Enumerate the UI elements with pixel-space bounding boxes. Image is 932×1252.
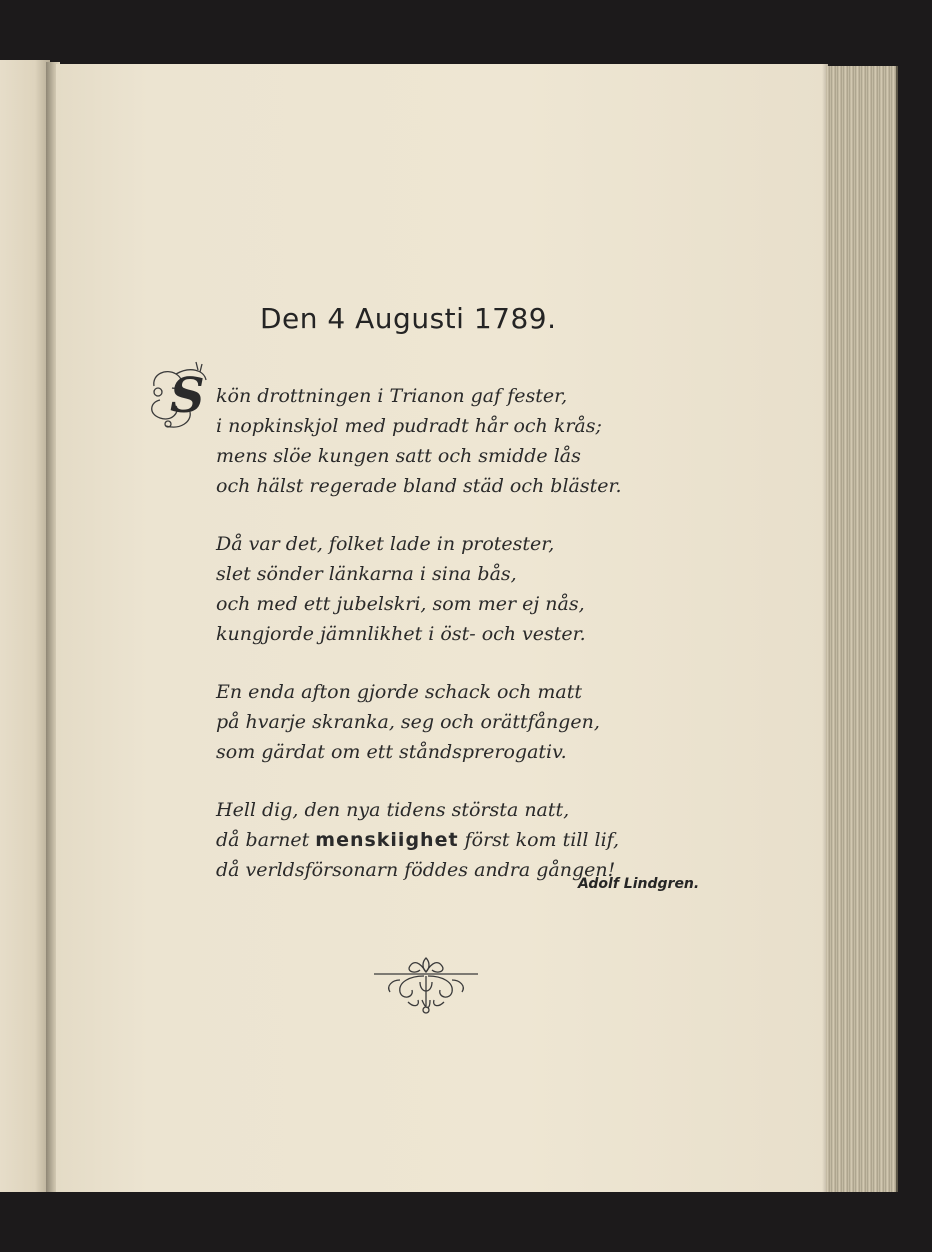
poem-line: och hälst regerade bland städ och bläster. bbox=[216, 475, 622, 497]
author-signature: Adolf Lindgren. bbox=[578, 876, 700, 892]
decorative-initial-s-icon bbox=[146, 356, 214, 436]
poem-line: En enda afton gjorde schack och matt bbox=[216, 681, 583, 703]
poem-line: på hvarje skranka, seg och orättfången, bbox=[216, 711, 600, 733]
poem-line: mens slöe kungen satt och smidde lås bbox=[216, 445, 581, 467]
poem-line: som gärdat om ett ståndsprerogativ. bbox=[216, 741, 567, 763]
left-page-edge bbox=[0, 60, 50, 1192]
poem-line-part: då barnet bbox=[216, 829, 310, 851]
poem-title: Den 4 Augusti 1789. bbox=[260, 302, 557, 335]
poem-line: kungjorde jämnlikhet i öst- och vester. bbox=[216, 623, 586, 645]
svg-text:S: S bbox=[170, 368, 205, 424]
stanza-4 bbox=[216, 795, 622, 885]
poem-line: då verldsförsonarn föddes andra gången! bbox=[216, 859, 616, 881]
poem-line: kön drottningen i Trianon gaf fester, bbox=[216, 385, 568, 407]
emphasized-word: menskiighet bbox=[315, 829, 459, 851]
stanza-1 bbox=[216, 381, 622, 501]
page-block-edges bbox=[826, 66, 898, 1192]
stanza-2 bbox=[216, 529, 622, 649]
stanza-3 bbox=[216, 677, 622, 767]
poem-line: Då var det, folket lade in protester, bbox=[216, 533, 555, 555]
poem-body bbox=[216, 381, 622, 913]
poem-line: Hell dig, den nya tidens största natt, bbox=[216, 799, 570, 821]
poem-line-part: först kom till lif, bbox=[464, 829, 620, 851]
poem-line: i nopkinskjol med pudradt hår och krås; bbox=[216, 415, 602, 437]
poem-line: slet sönder länkarna i sina bås, bbox=[216, 563, 517, 585]
poem-line: och med ett jubelskri, som mer ej nås, bbox=[216, 593, 585, 615]
poem-line-with-emphasis bbox=[216, 825, 622, 855]
floral-tailpiece-ornament-icon bbox=[370, 950, 482, 1016]
